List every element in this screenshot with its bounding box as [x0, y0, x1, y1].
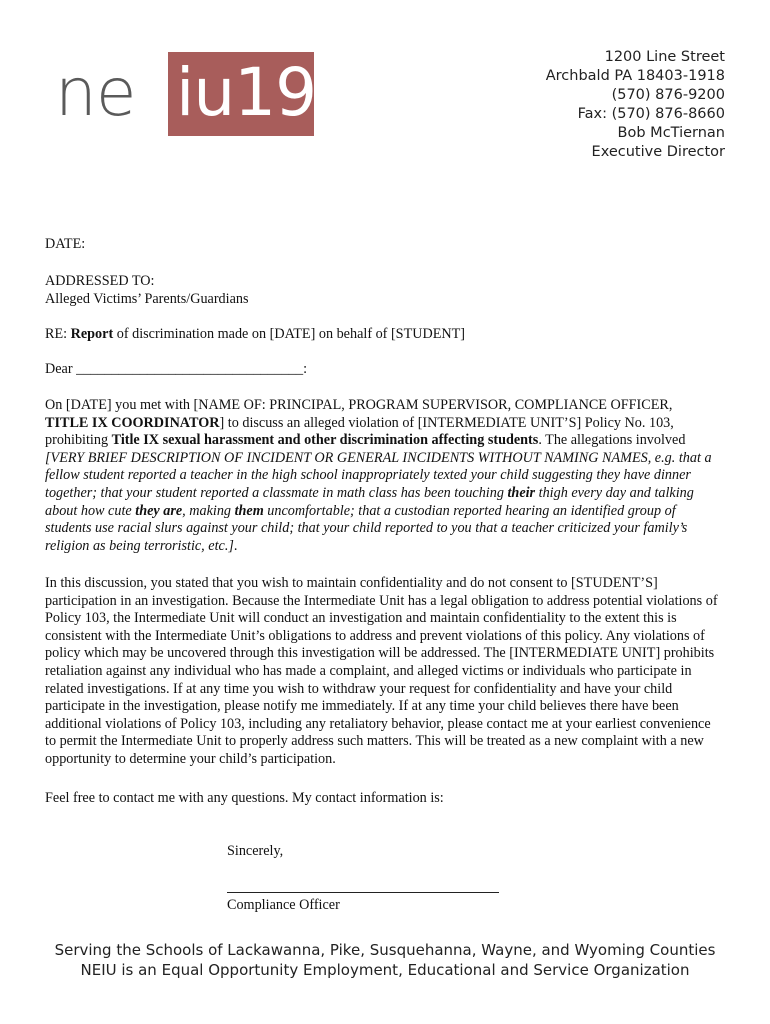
p1-bi2: they are: [135, 502, 183, 519]
fax: Fax: (570) 876-8660: [577, 106, 725, 122]
re-prefix: RE:: [45, 326, 71, 342]
signer-title: Compliance Officer: [227, 897, 340, 913]
logo-text-plain: ne: [55, 54, 136, 131]
footer-line1: Serving the Schools of Lackawanna, Pike, Susquehanna, Wayne, and Wyoming Counties: [54, 941, 716, 959]
p1-italic1: [VERY BRIEF DESCRIPTION OF INCIDENT OR GENERAL INCIDENTS WITHOUT NAMING NAMES, e.g. that a fellow student reported a teacher in the high school inappropriately texted your child suggesting they have dinner together; that your student reported a classmate in math class has been touching: [45, 449, 712, 501]
signature-line: [227, 892, 499, 893]
date-line: DATE:: [45, 236, 86, 252]
p1-line2-rest: ] to discuss an alleged violation of [INTERMEDIATE UNIT’S] Policy No. 103,: [219, 414, 674, 431]
paragraph-2: In this discussion, you stated that you wish to maintain confidentiality and do not consent to [STUDENT’S] participation in an investigation. Because the Intermediate Unit has a legal obligation to address potential violations of Policy 103, the Intermediate Unit will conduct an investigation and maintain confidentiality to the extent this is consistent with the Intermediate Unit’s obligations to address and prevent violations of this policy. Any violations of policy which may be uncovered through this investigation will be addressed. The [INTERMEDIATE UNIT] prohibits retaliation against any individual who has made a complaint, and alleged victims or individuals who participate in related investigations. If at any time you wish to withdraw your request for confidentiality and have your child participate in the investigation, please notify me immediately. If at any time your child believes there have been additional violations of Policy 103, including any retaliatory behavior, please contact me at your earliest convenience to permit the Intermediate Unit to properly address such matters. This will be treated as a new complaint with a new opportunity to determine your child’s participation.: [45, 575, 718, 767]
p1-bold2: Title IX sexual harassment and other discrimination affecting students: [111, 432, 539, 449]
p1-line3-post: . The allegations: [538, 432, 633, 449]
p1-line4-pre: involved: [635, 432, 686, 449]
re-rest: of discrimination made on [DATE] on behalf of [STUDENT]: [113, 326, 466, 342]
street: 1200 Line Street: [604, 49, 725, 65]
closing: Sincerely,: [227, 843, 284, 859]
p1-line1: On [DATE] you met with [NAME OF: PRINCIPAL, PROGRAM SUPERVISOR, COMPLIANCE OFFICER,: [45, 397, 673, 413]
p1-bi1: their: [507, 484, 536, 501]
logo-text-box: iu19: [176, 54, 317, 131]
city: Archbald PA 18403-1918: [545, 68, 725, 84]
footer-line2: NEIU is an Equal Opportunity Employment, Educational and Service Organization: [80, 961, 690, 979]
addressed-label: ADDRESSED TO:: [45, 273, 155, 289]
salutation: Dear ________________________________:: [45, 361, 308, 377]
p1-italic2: thigh every day and talking about how cute: [45, 484, 694, 519]
addressed-block: [45, 273, 725, 308]
p1-body: [45, 432, 725, 555]
p1-bold1: TITLE IX COORDINATOR: [45, 414, 220, 431]
logo-box: [168, 52, 317, 136]
letterhead-address: [546, 48, 725, 162]
p1-line3-pre: prohibiting: [45, 432, 112, 449]
director-title: Executive Director: [591, 144, 725, 160]
p1-line2: [45, 415, 725, 433]
p1-italic3: , making: [182, 502, 235, 519]
paragraph-1: [45, 397, 725, 555]
re-bold: Report: [70, 326, 114, 342]
footer: [0, 940, 770, 980]
p1-bi3: them: [234, 502, 264, 519]
addressed-value: Alleged Victims’ Parents/Guardians: [45, 290, 249, 307]
p1-italic4: uncomfortable; that a custodian reported hearing an identified group of students use racial slurs against your child; that your child reported to you that a teacher criticized your family’s religion as being terroristic, etc.]: [45, 502, 688, 554]
neiu19-logo: [55, 52, 315, 136]
paragraph-3: Feel free to contact me with any questions. My contact information is:: [45, 790, 444, 806]
p1-end: .: [233, 537, 238, 554]
phone: (570) 876-9200: [611, 87, 725, 103]
re-line: [45, 326, 725, 344]
director-name: Bob McTiernan: [617, 125, 725, 141]
